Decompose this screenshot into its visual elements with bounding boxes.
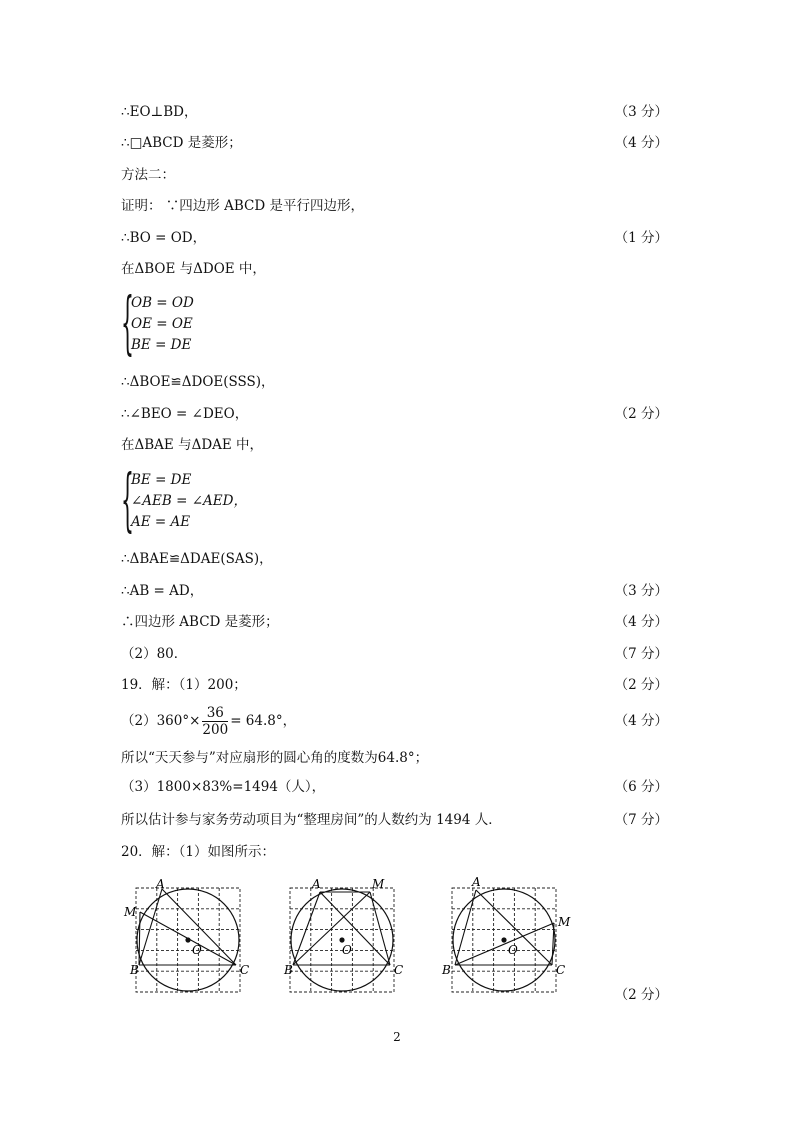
system-row: OE = OE	[131, 316, 193, 332]
score-label: （1 分）	[614, 230, 668, 246]
score-label: （3 分）	[614, 583, 668, 599]
line-text: 在ΔBAE 与ΔDAE 中，	[121, 437, 264, 453]
system-row: OB = OD	[131, 295, 194, 311]
label-O: O	[508, 943, 518, 957]
page-number: 2	[393, 1030, 401, 1044]
label-A: A	[156, 877, 165, 891]
label-A: A	[312, 877, 321, 891]
score-label: （2 分）	[614, 677, 668, 693]
brace-symbol: {	[121, 461, 134, 540]
system-row: BE = DE	[131, 472, 192, 488]
label-C: C	[556, 963, 566, 977]
line-text: 20．解：（1）如图所示：	[121, 844, 276, 860]
line-text: （3）1800×83%=1494（人），	[121, 779, 326, 795]
line-text: 证明： ∵四边形 ABCD 是平行四边形，	[121, 198, 364, 214]
score-label: （2 分）	[614, 987, 668, 1003]
label-B: B	[284, 963, 293, 977]
score-label: （7 分）	[614, 812, 668, 828]
score-label: （4 分）	[614, 713, 668, 729]
figure-1	[123, 877, 249, 992]
line-text: 在ΔBOE 与ΔDOE 中，	[121, 261, 266, 277]
line-q19-2	[121, 703, 668, 739]
label-C: C	[394, 963, 404, 977]
label-A: A	[472, 875, 481, 889]
fraction	[202, 705, 228, 738]
score-label: （4 分）	[614, 614, 668, 630]
figure-2	[283, 877, 403, 992]
score-label: （6 分）	[614, 779, 668, 795]
fraction-denominator: 200	[202, 722, 229, 738]
fraction-expression	[121, 703, 296, 739]
system-row: ∠AEB = ∠AED，	[131, 493, 247, 509]
line-text: ∴∠BEO = ∠DEO，	[121, 406, 249, 422]
geometry-figures	[120, 872, 680, 1002]
system-row: BE = DE	[131, 337, 192, 353]
score-label: （4 分）	[614, 135, 668, 151]
line-text: ∴ΔBAE≌ΔDAE(SAS)，	[121, 551, 273, 567]
line-text: 19．解：（1）200；	[121, 677, 247, 693]
equation-system-2	[121, 461, 341, 540]
score-label: （3 分）	[614, 104, 668, 120]
line-text: ∴ΔBOE≌ΔDOE(SSS)，	[121, 374, 275, 390]
score-label: （2 分）	[614, 406, 668, 422]
line-text: ∴□ABCD 是菱形；	[121, 135, 242, 151]
line-text: ∴BO = OD，	[121, 230, 207, 246]
brace-symbol: {	[121, 284, 134, 363]
label-O: O	[192, 943, 202, 957]
line-text: 方法二：	[121, 167, 175, 183]
equation-system-1	[121, 284, 321, 363]
line-text: 所以“天天参与”对应扇形的圆心角的度数为64.8°；	[121, 750, 429, 766]
fraction-numerator: 36	[202, 705, 228, 722]
score-label: （7 分）	[614, 646, 668, 662]
figure-3	[441, 875, 571, 992]
expr-suffix: = 64.8°，	[230, 713, 297, 729]
label-C: C	[240, 963, 250, 977]
line-text: 所以估计参与家务劳动项目为“整理房间”的人数约为 1494 人．	[121, 812, 502, 828]
label-M: M	[372, 877, 385, 891]
expr-prefix: （2）360°×	[121, 713, 201, 729]
line-text: ∴AB = AD，	[121, 583, 204, 599]
line-text: ∴四边形 ABCD 是菱形；	[121, 614, 279, 630]
system-row: AE = AE	[131, 514, 191, 530]
label-M: M	[124, 905, 137, 919]
label-B: B	[130, 963, 139, 977]
label-M: M	[558, 915, 571, 929]
line-text: ∴EO⊥BD，	[121, 104, 198, 120]
line-text: （2）80．	[121, 646, 188, 662]
label-B: B	[442, 963, 451, 977]
label-O: O	[342, 943, 352, 957]
